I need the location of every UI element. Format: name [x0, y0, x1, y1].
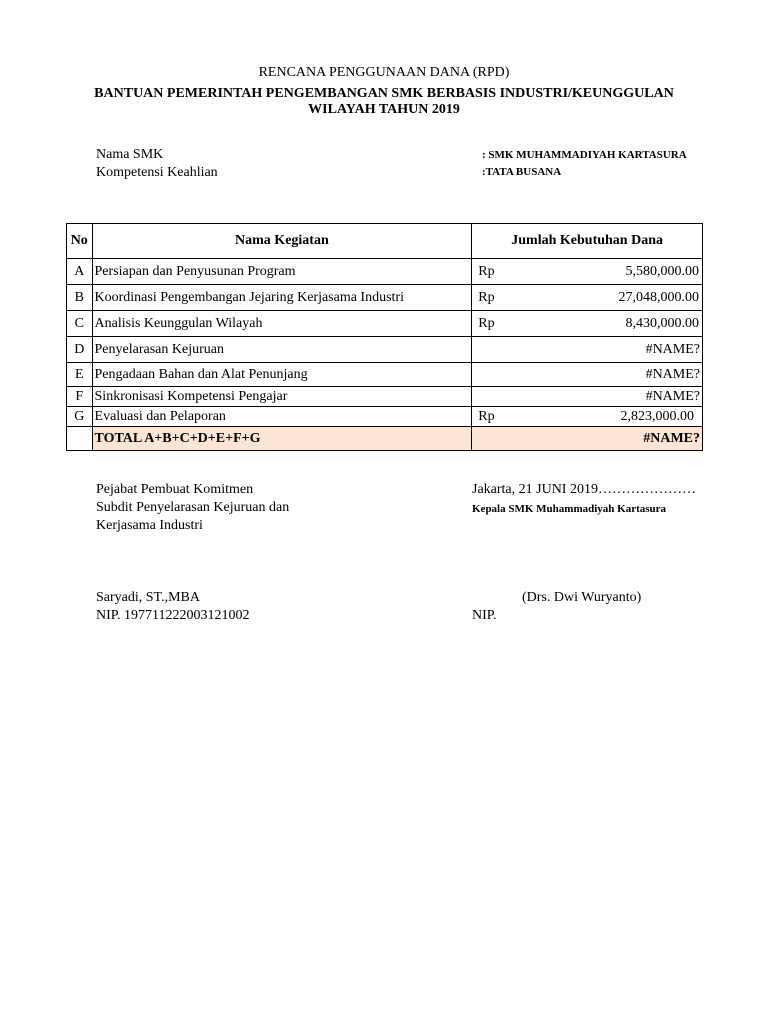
- total-label: TOTAL A+B+C+D+E+F+G: [92, 427, 472, 451]
- total-row: [67, 427, 703, 451]
- row-amount: 2,823,000.00: [620, 408, 694, 424]
- signatory-right-name: (Drs. Dwi Wuryanto): [522, 590, 642, 605]
- header-no: No: [67, 224, 93, 259]
- document-title: RENCANA PENGGUNAAN DANA (RPD): [258, 65, 510, 80]
- row-no: D: [67, 337, 93, 363]
- row-amount: #NAME?: [472, 337, 703, 363]
- place-date: Jakarta, 21 JUNI 2019…………………: [472, 482, 696, 497]
- header-activity: Nama Kegiatan: [92, 224, 472, 259]
- row-no: A: [67, 259, 93, 285]
- row-no: G: [67, 407, 93, 427]
- row-amount: 8,430,000.00: [625, 315, 699, 331]
- total-no: [67, 427, 93, 451]
- row-amount-cell: [472, 259, 703, 285]
- row-activity: Persiapan dan Penyusunan Program: [92, 259, 472, 285]
- budget-table: [66, 223, 703, 451]
- table-row: [67, 407, 703, 427]
- row-amount: 27,048,000.00: [618, 289, 699, 305]
- signatory-left-title: Pejabat Pembuat Komitmen: [96, 482, 254, 497]
- table-row: [67, 259, 703, 285]
- school-label: Nama SMK: [96, 147, 164, 162]
- signatory-right-title: Kepala SMK Muhammadiyah Kartasura: [472, 503, 667, 515]
- row-activity: Analisis Keunggulan Wilayah: [92, 311, 472, 337]
- document-subtitle-line2: WILAYAH TAHUN 2019: [308, 102, 460, 117]
- signatory-left-nip: NIP. 197711222003121002: [96, 608, 250, 623]
- row-no: B: [67, 285, 93, 311]
- row-currency: Rp: [478, 289, 495, 305]
- signatory-left-name: Saryadi, ST.,MBA: [96, 590, 200, 605]
- table-row: [67, 387, 703, 407]
- row-amount-cell: [472, 407, 703, 427]
- competency-value: :TATA BUSANA: [482, 166, 562, 178]
- table-row: [67, 285, 703, 311]
- document-subtitle-line1: BANTUAN PEMERINTAH PENGEMBANGAN SMK BERBASIS INDUSTRI/KEUNGGULAN: [94, 86, 674, 101]
- row-currency: Rp: [478, 408, 495, 424]
- row-activity: Evaluasi dan Pelaporan: [92, 407, 472, 427]
- competency-label: Kompetensi Keahlian: [96, 165, 218, 180]
- row-amount-cell: [472, 285, 703, 311]
- signatory-left-unit-cont: Kerjasama Industri: [96, 518, 203, 533]
- row-activity: Sinkronisasi Kompetensi Pengajar: [92, 387, 472, 407]
- row-activity: Pengadaan Bahan dan Alat Penunjang: [92, 363, 472, 387]
- total-amount: #NAME?: [472, 427, 703, 451]
- signatory-left-unit: Subdit Penyelarasan Kejuruan dan: [96, 500, 290, 515]
- row-activity: Koordinasi Pengembangan Jejaring Kerjasama Industri: [92, 285, 472, 311]
- table-row: [67, 311, 703, 337]
- row-no: E: [67, 363, 93, 387]
- row-activity: Penyelarasan Kejuruan: [92, 337, 472, 363]
- school-value: : SMK MUHAMMADIYAH KARTASURA: [482, 149, 687, 161]
- table-header-row: [67, 224, 703, 259]
- table-row: [67, 363, 703, 387]
- row-currency: Rp: [478, 263, 495, 279]
- row-amount: #NAME?: [472, 363, 703, 387]
- row-amount: 5,580,000.00: [625, 263, 699, 279]
- row-currency: Rp: [478, 315, 495, 331]
- signatory-right-nip: NIP.: [472, 608, 497, 623]
- row-no: F: [67, 387, 93, 407]
- table-row: [67, 337, 703, 363]
- header-amount: Jumlah Kebutuhan Dana: [472, 224, 703, 259]
- row-no: C: [67, 311, 93, 337]
- row-amount-cell: [472, 311, 703, 337]
- row-amount: #NAME?: [472, 387, 703, 407]
